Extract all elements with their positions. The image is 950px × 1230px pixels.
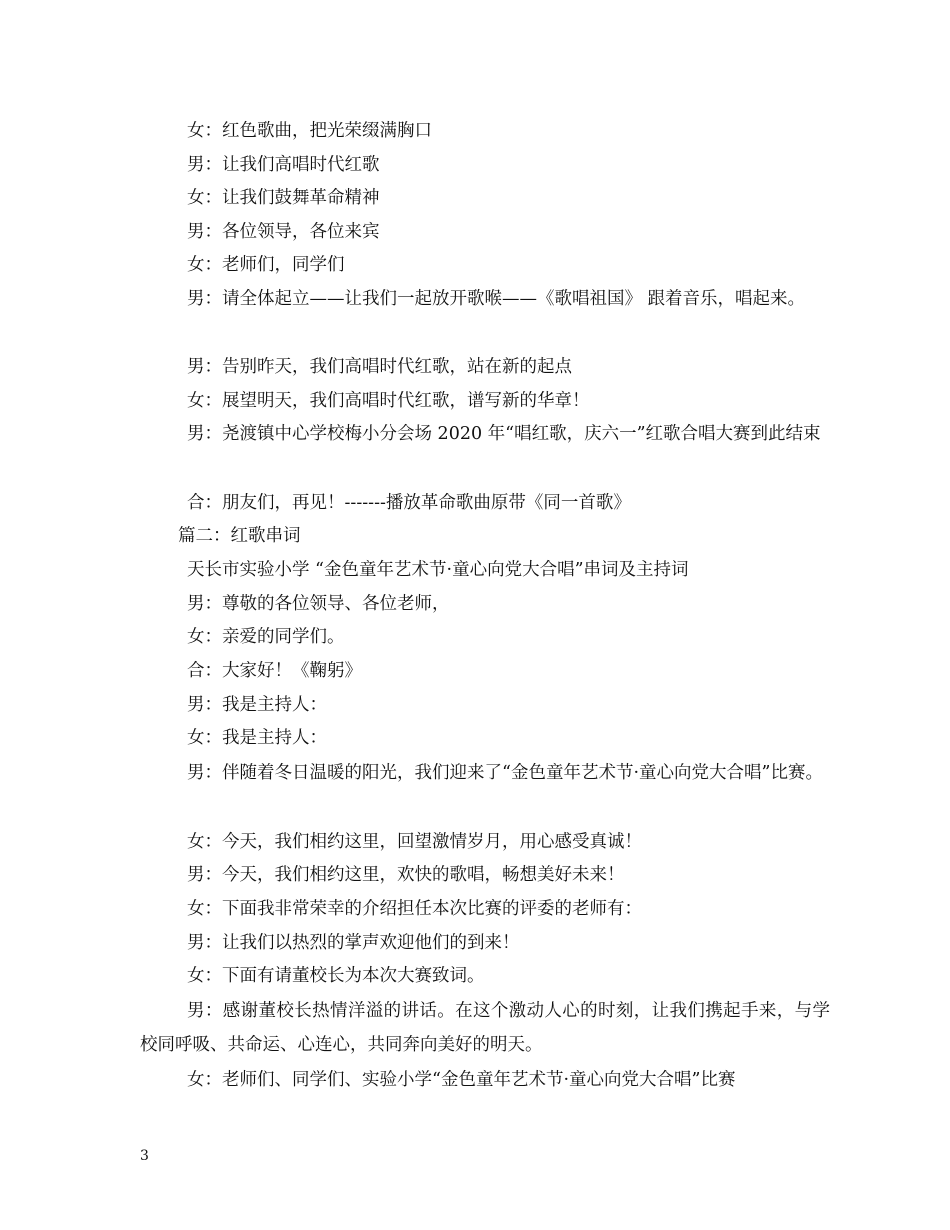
section-heading: 篇二：红歌串词 bbox=[178, 526, 301, 546]
text-line: 女：让我们鼓舞革命精神 bbox=[187, 188, 380, 208]
text-line: 女：今天，我们相约这里，回望激情岁月，用心感受真诚！ bbox=[187, 832, 642, 852]
text-line: 男：我是主持人： bbox=[187, 695, 327, 715]
text-line: 女：老师们，同学们 bbox=[187, 255, 345, 275]
text-line: 男：让我们高唱时代红歌 bbox=[187, 155, 380, 175]
text-line: 男：让我们以热烈的掌声欢迎他们的到来！ bbox=[187, 933, 520, 953]
text-paragraph: 男：伴随着冬日温暖的阳光，我们迎来了“金色童年艺术节·童心向党大合唱”比赛。 bbox=[187, 763, 823, 783]
text-line: 合：朋友们，再见！-------播放革命歌曲原带《同一首歌》 bbox=[187, 493, 631, 513]
text-line: 合：大家好！《鞠躬》 bbox=[187, 661, 362, 681]
document-title: 天长市实验小学 “金色童年艺术节·童心向党大合唱”串词及主持词 bbox=[187, 560, 689, 580]
text-line: 女：我是主持人： bbox=[187, 728, 327, 748]
text-paragraph: 男：感谢董校长热情洋溢的讲话。在这个激动人心的时刻，让我们携起手来，与学校同呼吸、共命运、心连心，共同奔向美好的明天。 bbox=[140, 1001, 830, 1055]
text-line: 女：下面有请董校长为本次大赛致词。 bbox=[187, 966, 485, 986]
text-paragraph: 男：请全体起立——让我们一起放开歌喉——《歌唱祖国》 跟着音乐，唱起来。 bbox=[187, 289, 806, 309]
text-line: 女：红色歌曲，把光荣缀满胸口 bbox=[187, 121, 432, 141]
text-line: 男：今天，我们相约这里，欢快的歌唱，畅想美好未来！ bbox=[187, 865, 625, 885]
page-number: 3 bbox=[140, 1148, 149, 1164]
text-line: 男：各位领导，各位来宾 bbox=[187, 222, 380, 242]
text-line: 男：告别昨天，我们高唱时代红歌，站在新的起点 bbox=[187, 357, 572, 377]
text-paragraph: 男：尧渡镇中心学校梅小分会场 2020 年“唱红歌，庆六一”红歌合唱大赛到此结束 bbox=[187, 424, 821, 444]
text-line: 男：尊敬的各位领导、各位老师， bbox=[187, 594, 450, 614]
text-line: 女：展望明天，我们高唱时代红歌，谱写新的华章！ bbox=[187, 391, 590, 411]
text-line: 女：下面我非常荣幸的介绍担任本次比赛的评委的老师有： bbox=[187, 899, 642, 919]
text-line: 女：亲爱的同学们。 bbox=[187, 627, 345, 647]
text-line: 女：老师们、同学们、实验小学“金色童年艺术节·童心向党大合唱”比赛 bbox=[187, 1070, 736, 1090]
